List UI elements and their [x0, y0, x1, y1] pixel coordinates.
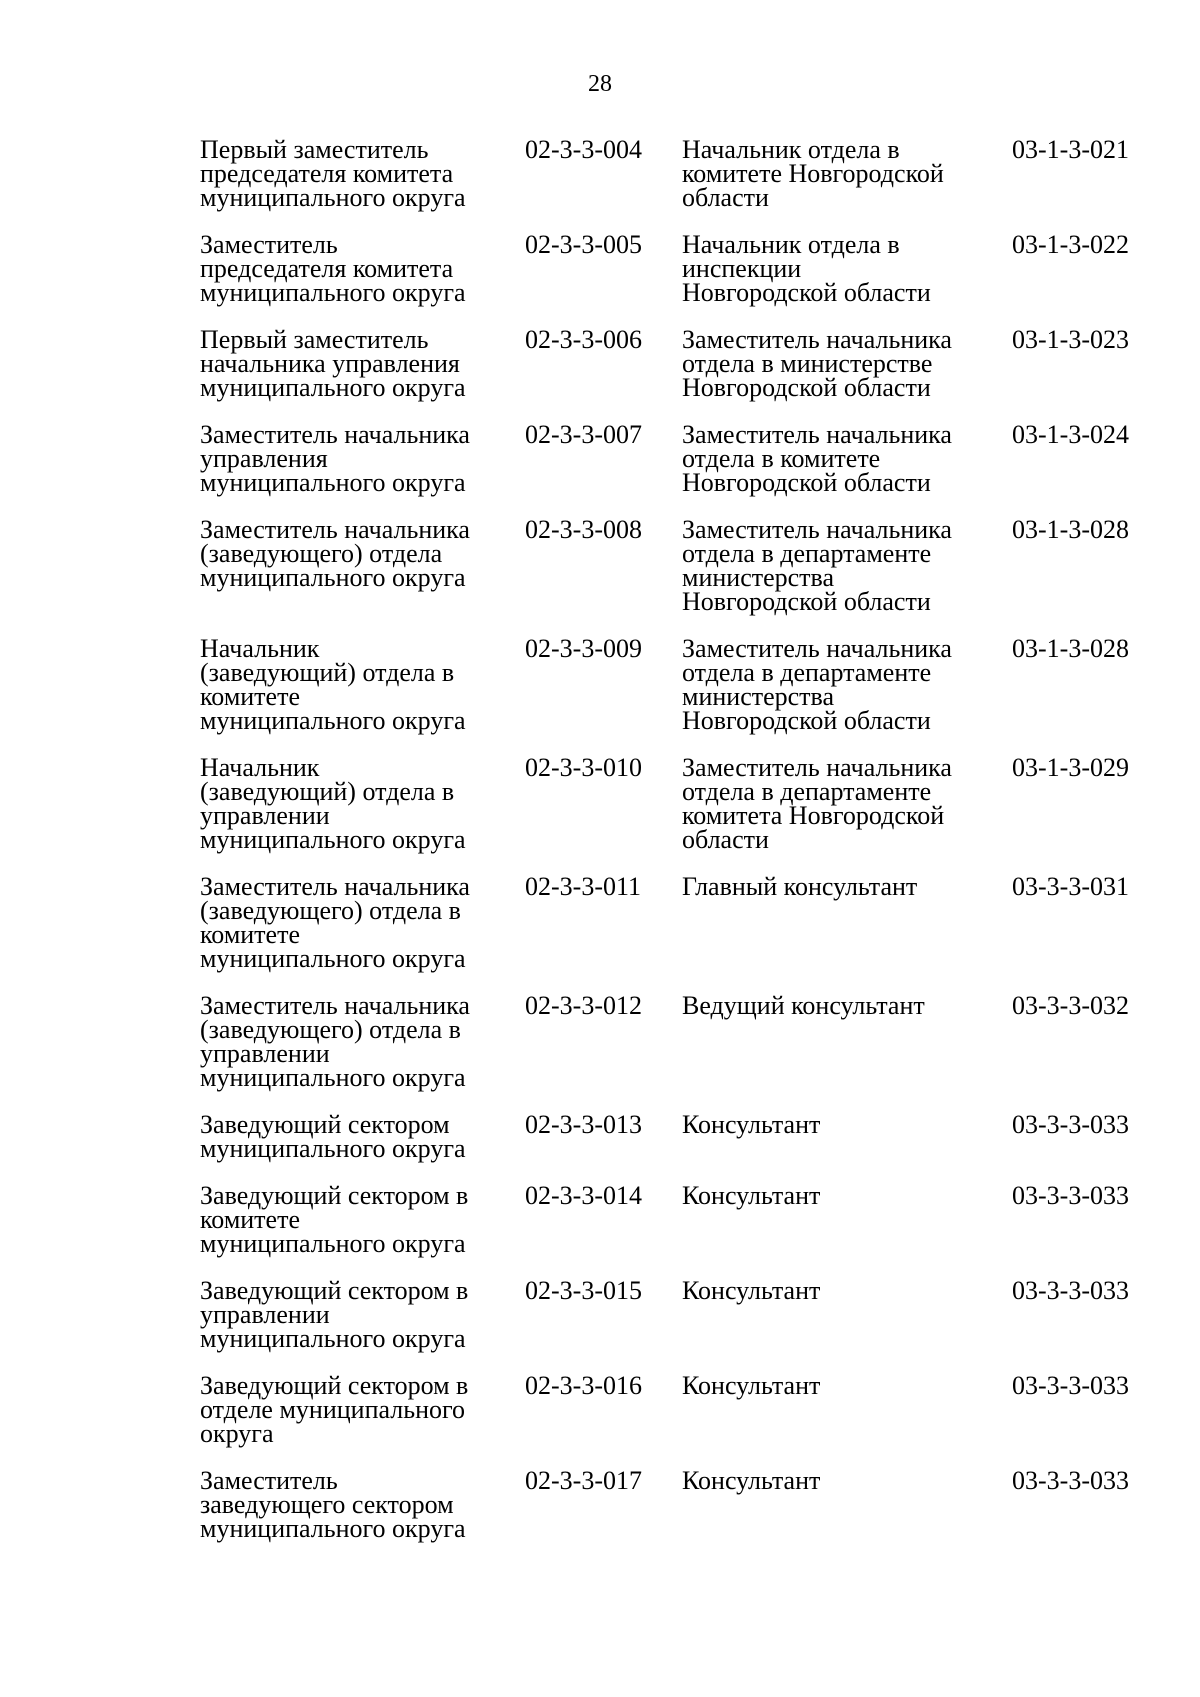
right-position-code: 03-1-3-022	[1012, 230, 1129, 259]
left-position-code: 02-3-3-007	[525, 420, 642, 449]
right-position-title: Заместитель начальника отдела в департаменте министерства Новгородской области	[682, 515, 952, 616]
left-position-code: 02-3-3-013	[525, 1110, 642, 1139]
right-position-title: Заместитель начальника отдела в комитете Новгородской области	[682, 420, 952, 497]
right-position-code: 03-3-3-033	[1012, 1371, 1129, 1400]
left-position-code: 02-3-3-005	[525, 230, 642, 259]
left-position-title: Заведующий сектором в отделе муниципального округа	[200, 1371, 469, 1448]
left-position-title: Заместитель начальника (заведующего) отдела в управлении муниципального округа	[200, 991, 470, 1092]
right-position-code: 03-3-3-033	[1012, 1276, 1129, 1305]
table-row	[200, 872, 1160, 973]
left-position-code: 02-3-3-009	[525, 634, 642, 663]
left-position-code: 02-3-3-015	[525, 1276, 642, 1305]
right-position-code: 03-3-3-033	[1012, 1466, 1129, 1495]
right-position-title: Начальник отдела в комитете Новгородской области	[682, 135, 944, 212]
right-position-code: 03-3-3-033	[1012, 1110, 1129, 1139]
left-position-title: Начальник (заведующий) отдела в управлении муниципального округа	[200, 753, 466, 854]
left-position-code: 02-3-3-010	[525, 753, 642, 782]
left-position-code: 02-3-3-016	[525, 1371, 642, 1400]
left-position-title: Заведующий сектором муниципального округа	[200, 1110, 466, 1163]
left-position-code: 02-3-3-017	[525, 1466, 642, 1495]
right-position-code: 03-1-3-021	[1012, 135, 1129, 164]
left-position-title: Заместитель председателя комитета муниципального округа	[200, 230, 466, 307]
left-position-title: Заместитель заведующего сектором муниципального округа	[200, 1466, 466, 1543]
right-position-title: Консультант	[682, 1276, 821, 1305]
table-row	[200, 1466, 1160, 1543]
right-position-code: 03-1-3-028	[1012, 515, 1129, 544]
right-position-title: Заместитель начальника отдела в министерстве Новгородской области	[682, 325, 952, 402]
right-position-title: Начальник отдела в инспекции Новгородской области	[682, 230, 931, 307]
table-row	[200, 1181, 1160, 1258]
table-row	[200, 515, 1160, 616]
left-position-title: Начальник (заведующий) отдела в комитете муниципального округа	[200, 634, 466, 735]
right-position-title: Заместитель начальника отдела в департаменте министерства Новгородской области	[682, 634, 952, 735]
left-position-title: Заведующий сектором в комитете муниципального округа	[200, 1181, 469, 1258]
left-position-title: Первый заместитель начальника управления муниципального округа	[200, 325, 466, 402]
right-position-title: Консультант	[682, 1371, 821, 1400]
table-row	[200, 753, 1160, 854]
table-row	[200, 420, 1160, 497]
right-position-code: 03-1-3-029	[1012, 753, 1129, 782]
left-position-code: 02-3-3-012	[525, 991, 642, 1020]
table-row	[200, 1110, 1160, 1163]
left-position-title: Первый заместитель председателя комитета муниципального округа	[200, 135, 466, 212]
right-position-code: 03-3-3-031	[1012, 872, 1129, 901]
left-position-code: 02-3-3-004	[525, 135, 642, 164]
left-position-title: Заместитель начальника (заведующего) отдела муниципального округа	[200, 515, 470, 592]
table-row	[200, 1276, 1160, 1353]
positions-table	[200, 135, 1160, 1543]
right-position-code: 03-3-3-032	[1012, 991, 1129, 1020]
table-row	[200, 230, 1160, 307]
page-number: 28	[588, 71, 612, 97]
right-position-title: Ведущий консультант	[682, 991, 925, 1020]
left-position-code: 02-3-3-006	[525, 325, 642, 354]
left-position-title: Заместитель начальника (заведующего) отдела в комитете муниципального округа	[200, 872, 470, 973]
right-position-title: Консультант	[682, 1181, 821, 1210]
table-row	[200, 634, 1160, 735]
right-position-title: Консультант	[682, 1466, 821, 1495]
table-row	[200, 135, 1160, 212]
right-position-title: Заместитель начальника отдела в департаменте комитета Новгородской области	[682, 753, 952, 854]
right-position-code: 03-1-3-023	[1012, 325, 1129, 354]
table-row	[200, 325, 1160, 402]
left-position-code: 02-3-3-014	[525, 1181, 642, 1210]
table-row	[200, 991, 1160, 1092]
right-position-code: 03-3-3-033	[1012, 1181, 1129, 1210]
left-position-title: Заместитель начальника управления муниципального округа	[200, 420, 470, 497]
left-position-title: Заведующий сектором в управлении муниципального округа	[200, 1276, 469, 1353]
right-position-code: 03-1-3-028	[1012, 634, 1129, 663]
right-position-title: Консультант	[682, 1110, 821, 1139]
left-position-code: 02-3-3-011	[525, 872, 642, 901]
right-position-code: 03-1-3-024	[1012, 420, 1129, 449]
right-position-title: Главный консультант	[682, 872, 918, 901]
table-row	[200, 1371, 1160, 1448]
left-position-code: 02-3-3-008	[525, 515, 642, 544]
